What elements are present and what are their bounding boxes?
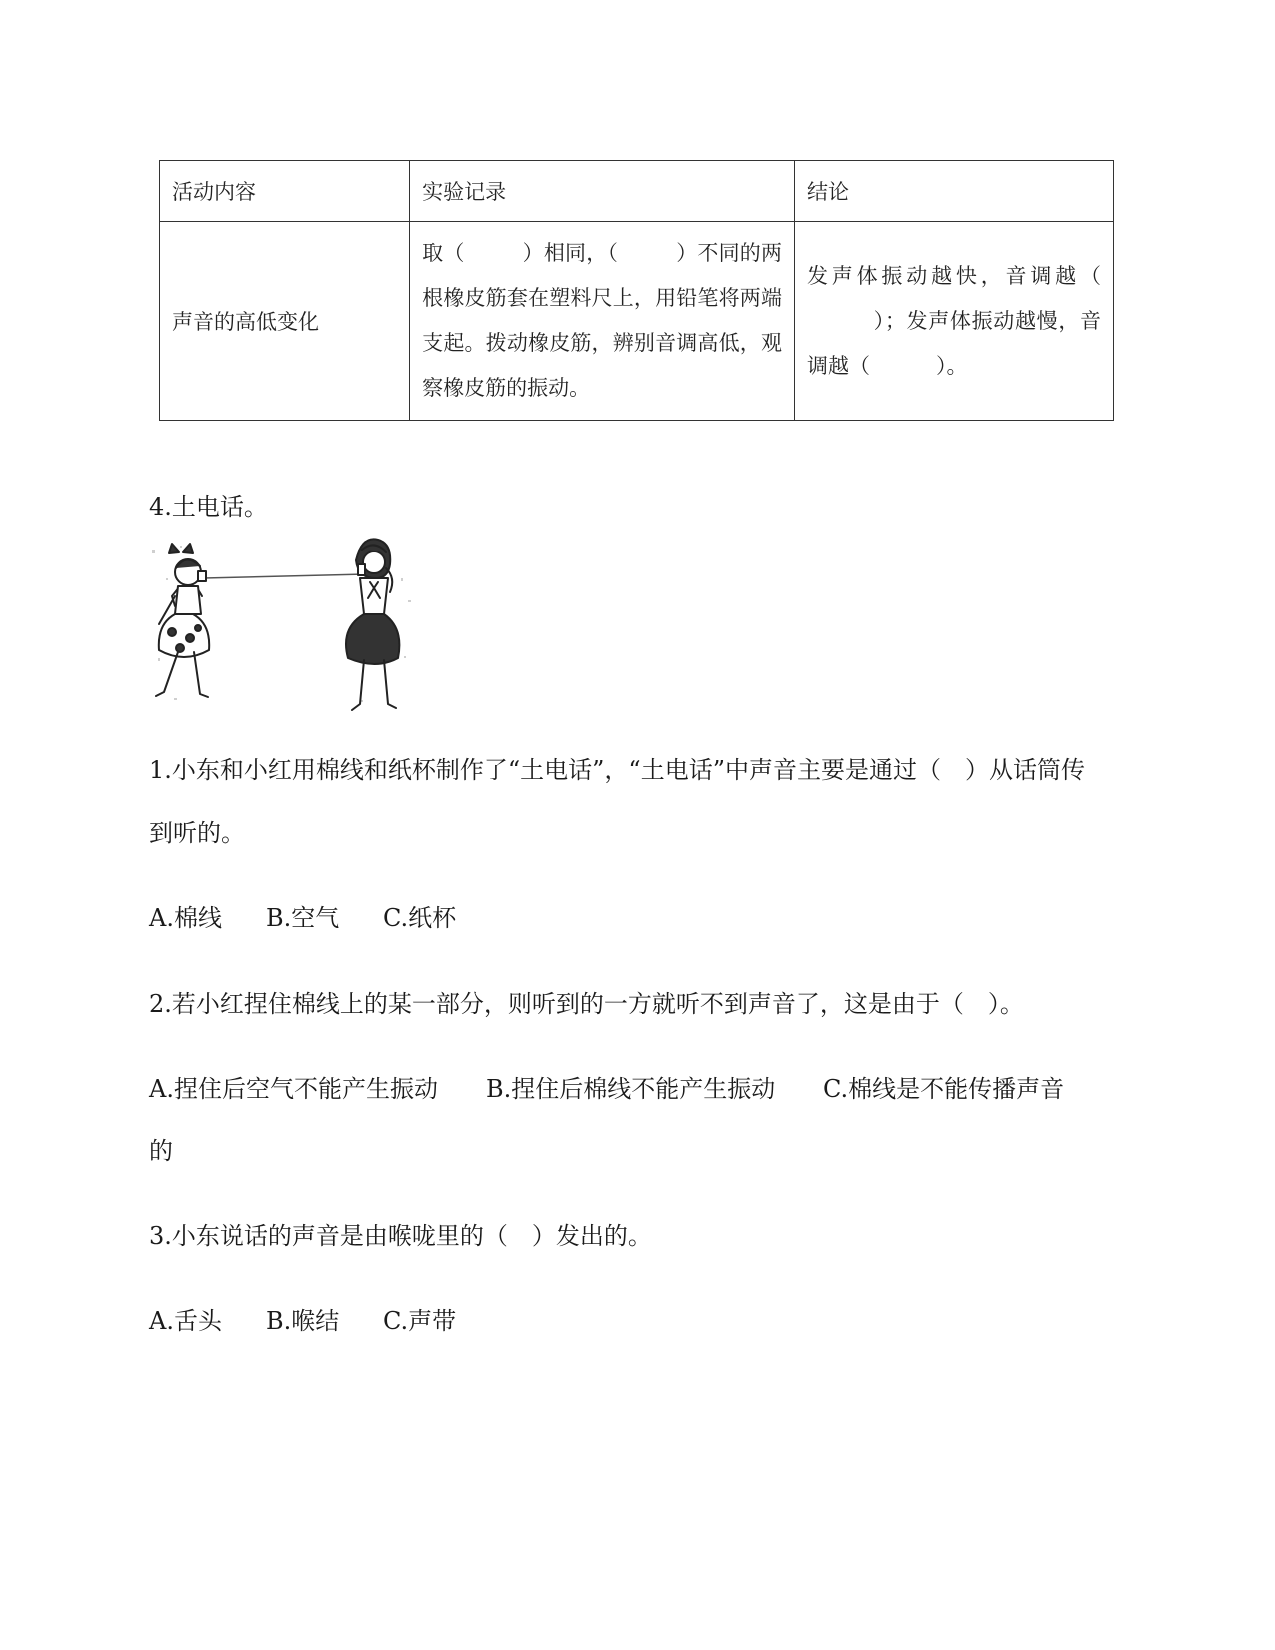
- conclusion-text-2: ）；发声体振动越慢，音调越（: [806, 308, 1101, 378]
- question-2-option-c-wrap: 的: [149, 1137, 173, 1165]
- question-1-option-c[interactable]: C.纸杯: [383, 904, 457, 932]
- question-1-option-a[interactable]: A.棉线: [149, 904, 222, 932]
- table-row: [160, 222, 1114, 421]
- question-1-option-b[interactable]: B.空气: [266, 904, 340, 932]
- question-2-stem: 2.若小红捏住棉线上的某一部分，则听到的一方就听不到声音了，这是由于（ ）。: [149, 990, 1024, 1018]
- question-2-option-a[interactable]: A.捏住后空气不能产生振动: [149, 1075, 438, 1103]
- table-header-row: [160, 161, 1114, 222]
- experiment-table: [159, 160, 1114, 421]
- question-3-option-a[interactable]: A.舌头: [149, 1307, 222, 1335]
- header-activity: 活动内容: [160, 161, 410, 222]
- header-conclusion: 结论: [794, 161, 1113, 222]
- conclusion-cell: [794, 222, 1113, 421]
- record-text-1: 取（: [422, 241, 465, 265]
- string-telephone-illustration: [146, 538, 431, 728]
- question-1-options: [149, 898, 456, 933]
- girl-right: [346, 539, 399, 710]
- question-2-option-b[interactable]: B.捏住后棉线不能产生振动: [486, 1075, 776, 1103]
- section-title: 4.土电话。: [149, 493, 268, 521]
- conclusion-text-1: 发声体振动越快，音调越（: [806, 263, 1101, 288]
- question-1-stem-line1: 1.小东和小红用棉线和纸杯制作了“土电话”，“土电话”中声音主要是通过（ ）从话筒传: [149, 756, 1085, 784]
- question-2-options: [149, 1069, 1064, 1104]
- question-3-option-c[interactable]: C.声带: [383, 1307, 457, 1335]
- question-1-stem-line2: 到听的。: [149, 819, 245, 847]
- header-record: 实验记录: [410, 161, 795, 222]
- activity-cell: 声音的高低变化: [160, 222, 410, 421]
- record-text-2: ）相同，（: [522, 241, 619, 265]
- girl-left: [156, 544, 209, 697]
- question-2-option-c[interactable]: C.棉线是不能传播声音: [823, 1075, 1065, 1103]
- question-3-stem: 3.小东说话的声音是由喉咙里的（ ）发出的。: [149, 1222, 652, 1250]
- conclusion-text-3: ）。: [935, 353, 968, 378]
- question-3-option-b[interactable]: B.喉结: [266, 1307, 340, 1335]
- question-3-options: [149, 1301, 456, 1336]
- record-cell: [410, 222, 795, 421]
- record-text-3: ）不同的两根橡皮筋套在塑料尺上，用铅笔将两端支起。拨动橡皮筋，辨别音调高低，观察橡皮筋的振动。: [422, 241, 782, 400]
